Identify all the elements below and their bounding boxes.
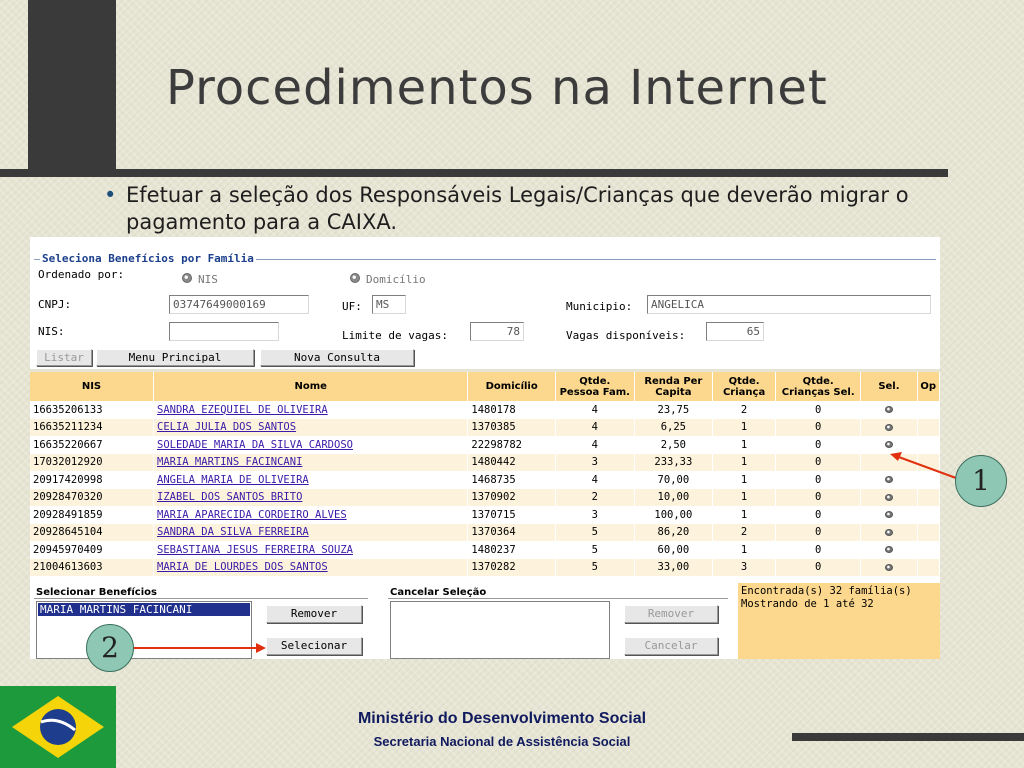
limite-label: Limite de vagas:	[342, 329, 448, 342]
cell-criancas: 1	[713, 506, 776, 524]
col-nis[interactable]: NIS	[30, 372, 154, 401]
cell-nis: 21004613603	[30, 559, 154, 577]
limite-field[interactable]: 78	[470, 322, 524, 341]
cell-criancas: 1	[713, 454, 776, 472]
cell-renda: 100,00	[634, 506, 713, 524]
cell-pessoas: 5	[555, 524, 634, 542]
cell-criancas: 2	[713, 401, 776, 419]
footer-secretaria: Secretaria Nacional de Assistência Social	[373, 734, 631, 749]
cell-domicilio: 1370902	[468, 489, 556, 507]
cell-pessoas: 5	[555, 559, 634, 577]
cell-domicilio: 1480178	[468, 401, 556, 419]
cell-nome-link[interactable]: SANDRA EZEQUIEL DE OLIVEIRA	[154, 401, 468, 419]
radio-nis-label: NIS	[198, 273, 218, 286]
cell-renda: 2,50	[634, 436, 713, 454]
cell-nome-link[interactable]: SOLEDADE MARIA DA SILVA CARDOSO	[154, 436, 468, 454]
cell-sel-count: 0	[776, 419, 861, 437]
cell-nis: 20928645104	[30, 524, 154, 542]
cell-nis: 16635206133	[30, 401, 154, 419]
cell-domicilio: 22298782	[468, 436, 556, 454]
uf-field[interactable]: MS	[372, 295, 406, 314]
cell-criancas: 1	[713, 471, 776, 489]
cell-sel-count: 0	[776, 436, 861, 454]
brazil-flag-logo	[0, 686, 116, 768]
cell-domicilio: 1370385	[468, 419, 556, 437]
slide-title: Procedimentos na Internet	[166, 60, 828, 116]
cell-criancas: 1	[713, 419, 776, 437]
municipio-field[interactable]: ANGELICA	[647, 295, 931, 314]
cell-sel-count: 0	[776, 489, 861, 507]
selection-title: Selecionar Benefícios	[36, 587, 157, 598]
cell-nome-link[interactable]: MARIA DE LOURDES DOS SANTOS	[154, 559, 468, 577]
cell-nome-link[interactable]: CELIA JULIA DOS SANTOS	[154, 419, 468, 437]
cell-renda: 33,00	[634, 559, 713, 577]
order-label: Ordenado por:	[38, 268, 125, 281]
radio-domicilio-label: Domicílio	[366, 273, 426, 286]
cell-renda: 10,00	[634, 489, 713, 507]
cell-domicilio: 1370715	[468, 506, 556, 524]
cell-nis: 20928470320	[30, 489, 154, 507]
cell-sel-count: 0	[776, 506, 861, 524]
footer-ministry: Ministério do Desenvolvimento Social	[357, 710, 647, 727]
status-showing: Mostrando de 1 até 32	[741, 598, 874, 610]
cell-pessoas: 3	[555, 506, 634, 524]
cell-nis: 17032012920	[30, 454, 154, 472]
cell-renda: 70,00	[634, 471, 713, 489]
col-domicilio[interactable]: Domicílio	[468, 372, 556, 401]
cell-sel-count: 0	[776, 471, 861, 489]
cell-nome-link[interactable]: ANGELA MARIA DE OLIVEIRA	[154, 471, 468, 489]
cancelar-button[interactable]: Cancelar	[624, 637, 718, 655]
cnpj-label: CNPJ:	[38, 298, 72, 311]
cell-renda: 86,20	[634, 524, 713, 542]
cell-domicilio: 1480442	[468, 454, 556, 472]
col-op: Op	[917, 372, 940, 401]
selected-list-item[interactable]: MARIA MARTINS FACINCANI	[38, 603, 250, 616]
cell-criancas: 2	[713, 524, 776, 542]
arrow-2-head-icon	[256, 643, 266, 653]
cell-nome-link[interactable]: MARIA APARECIDA CORDEIRO ALVES	[154, 506, 468, 524]
cell-renda: 60,00	[634, 541, 713, 559]
cell-sel-count: 0	[776, 524, 861, 542]
status-found: Encontrada(s) 32 família(s)	[741, 585, 912, 597]
cell-domicilio: 1480237	[468, 541, 556, 559]
form-legend: Seleciona Benefícios por Família	[42, 252, 254, 265]
cell-pessoas: 3	[555, 454, 634, 472]
col-sel: Sel.	[861, 372, 917, 401]
arrow-1-line	[896, 456, 956, 478]
cell-pessoas: 4	[555, 436, 634, 454]
cell-sel-count: 0	[776, 559, 861, 577]
cell-nis: 20928491859	[30, 506, 154, 524]
callout-2: 2	[86, 624, 134, 672]
cell-nome-link[interactable]: SEBASTIANA JESUS FERREIRA SOUZA	[154, 541, 468, 559]
cell-nome-link[interactable]: IZABEL DOS SANTOS BRITO	[154, 489, 468, 507]
bullet-dot-icon: •	[104, 183, 117, 207]
cell-sel-count: 0	[776, 401, 861, 419]
cnpj-field[interactable]: 03747649000169	[169, 295, 309, 314]
cell-domicilio: 1468735	[468, 471, 556, 489]
col-qtde-criancas-sel[interactable]: Qtde. Crianças Sel.	[776, 372, 861, 401]
uf-label: UF:	[342, 300, 362, 313]
col-qtde-crianca[interactable]: Qtde. Criança	[713, 372, 776, 401]
cancel-title: Cancelar Seleção	[390, 587, 487, 598]
cell-criancas: 3	[713, 559, 776, 577]
cell-domicilio: 1370364	[468, 524, 556, 542]
col-renda[interactable]: Renda Per Capita	[634, 372, 713, 401]
cell-pessoas: 4	[555, 471, 634, 489]
vagas-label: Vagas disponíveis:	[566, 329, 686, 342]
cell-sel-count: 0	[776, 541, 861, 559]
col-qtde-pessoa[interactable]: Qtde. Pessoa Fam.	[555, 372, 634, 401]
cell-nis: 20917420998	[30, 471, 154, 489]
cell-renda: 6,25	[634, 419, 713, 437]
cell-renda: 233,33	[634, 454, 713, 472]
municipio-label: Municipio:	[566, 300, 633, 313]
listar-button[interactable]: Listar	[36, 349, 92, 366]
vagas-field[interactable]: 65	[706, 322, 764, 341]
cell-criancas: 1	[713, 436, 776, 454]
remover-button[interactable]: Remover	[266, 605, 362, 623]
nova-consulta-button[interactable]: Nova Consulta	[260, 349, 414, 366]
cell-criancas: 1	[713, 489, 776, 507]
bullet-text: Efetuar a seleção dos Responsáveis Legais/Crianças que deverão migrar o pagamento para a CAIXA.	[126, 183, 909, 234]
cell-nis: 20945970409	[30, 541, 154, 559]
cell-nis: 16635211234	[30, 419, 154, 437]
cell-criancas: 1	[713, 541, 776, 559]
cell-pessoas: 4	[555, 401, 634, 419]
cell-nome-link[interactable]: MARIA MARTINS FACINCANI	[154, 454, 468, 472]
nis-label: NIS:	[38, 325, 65, 338]
cell-nis: 16635220667	[30, 436, 154, 454]
cell-nome-link[interactable]: SANDRA DA SILVA FERREIRA	[154, 524, 468, 542]
cell-pessoas: 5	[555, 541, 634, 559]
selecionar-button[interactable]: Selecionar	[266, 637, 362, 655]
cell-pessoas: 2	[555, 489, 634, 507]
cell-renda: 23,75	[634, 401, 713, 419]
cell-domicilio: 1370282	[468, 559, 556, 577]
cell-pessoas: 4	[555, 419, 634, 437]
cell-sel-count: 0	[776, 454, 861, 472]
menu-principal-button[interactable]: Menu Principal	[96, 349, 254, 366]
col-nome[interactable]: Nome	[154, 372, 468, 401]
brazil-flag-icon	[0, 686, 116, 768]
cancel-remover-button[interactable]: Remover	[624, 605, 718, 623]
callout-1: 1	[955, 455, 1007, 507]
